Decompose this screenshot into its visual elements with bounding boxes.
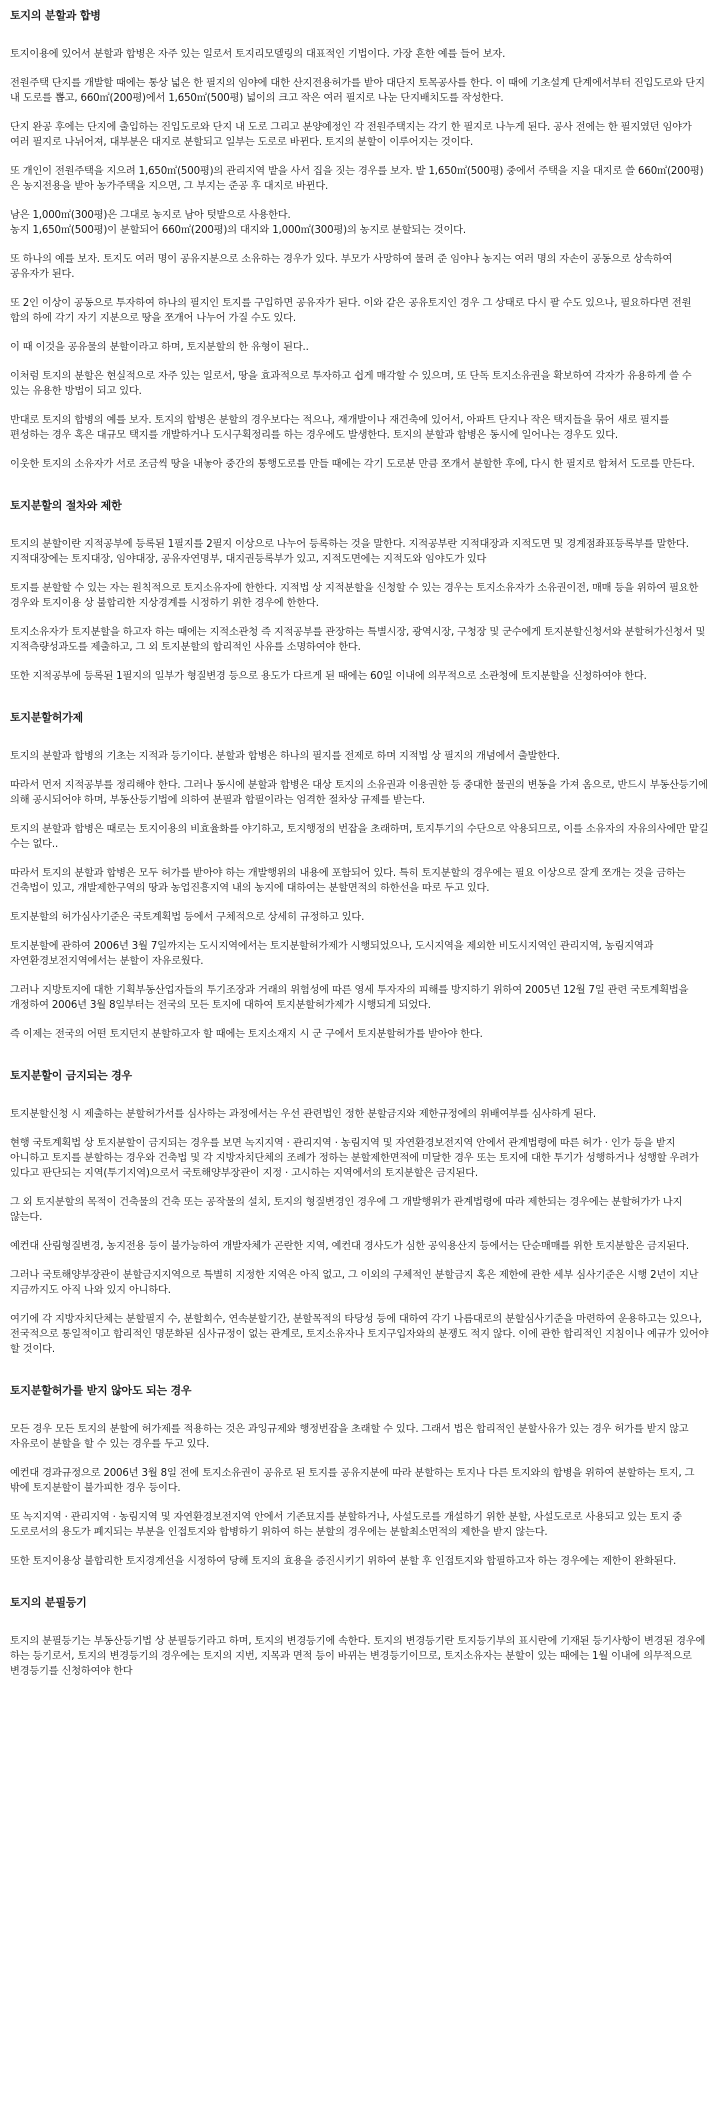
- paragraph: 토지의 분할과 합병의 기초는 지적과 등기이다. 분할과 합병은 하나의 필지를 전제로 하며 지적법 상 필지의 개념에서 출발한다.: [10, 751, 560, 762]
- section-subdivision-registration: [10, 1595, 710, 1679]
- paragraph: 이웃한 토지의 소유자가 서로 조금씩 땅을 내놓아 중간의 통행도로를 만들 때에는 각기 도로분 만큼 쪼개서 분할한 후에, 다시 한 필지로 합쳐서 도로를 만든다.: [10, 459, 695, 470]
- paragraph: 따라서 토지의 분할과 합병은 모두 허가를 받아야 하는 개발행위의 내용에 포함되어 있다. 특히 토지분할의 경우에는 필요 이상으로 잘게 쪼개는 것을 금하는 건축법이 있고, 개발제한구역의 땅과 농업진흥지역 내의 농지에 대하여는 분할면적의 하한선을 따로 두고 있다.: [10, 868, 686, 894]
- section-land-division-and-merger: [10, 8, 710, 472]
- paragraph: 예컨대 경과규정으로 2006년 3월 8일 전에 토지소유권이 공유로 된 토지를 공유지분에 따라 분할하는 토지나 다른 토지와의 합병을 위하여 분할하는 토지, 그 밖에 토지분할이 불가피한 경우 등이다.: [10, 1468, 695, 1494]
- section-division-permit-system: [10, 710, 710, 1042]
- section-permit-exempt: [10, 1383, 710, 1569]
- section-heading: 토지의 분필등기: [10, 1596, 87, 1609]
- paragraph: 그러나 국토해양부장관이 분할금지지역으로 특별히 지정한 지역은 아직 없고, 그 이외의 구체적인 분할금지 혹은 제한에 관한 세부 심사기준은 시행 2년이 지난 지금까지도 아직 나와 있지 아니하다.: [10, 1270, 699, 1296]
- paragraph: 토지분할에 관하여 2006년 3월 7일까지는 도시지역에서는 토지분할허가제가 시행되었으나, 도시지역을 제외한 비도시지역인 관리지역, 농림지역과 자연환경보전지역에서는 분할이 자유로웠다.: [10, 941, 654, 967]
- paragraph: 그 외 토지분할의 목적이 건축물의 건축 또는 공작물의 설치, 토지의 형질변경인 경우에 그 개발행위가 관계법령에 따라 제한되는 경우에는 분할허가가 나지 않는다.: [10, 1197, 683, 1223]
- paragraph: 즉 이제는 전국의 어떤 토지던지 분할하고자 할 때에는 토지소재지 시 군 구에서 토지분할허가를 받아야 한다.: [10, 1029, 483, 1040]
- paragraph: 또 녹지지역 · 관리지역 · 농림지역 및 자연환경보전지역 안에서 기존묘지를 분할하거나, 사설도로를 개설하기 위한 분할, 사설도로로 사용되고 있는 토지 중 도로로서의 용도가 폐지되는 부분을 인접토지와 합병하기 위하여 하는 분할의 경우에는 분할최소면적의 제한을 받지 않는다.: [10, 1512, 682, 1538]
- paragraph: 반대로 토지의 합병의 예를 보자. 토지의 합병은 분할의 경우보다는 적으나, 재개발이나 재건축에 있어서, 아파트 단지나 작은 택지들을 묶어 새로 필지를 편성하는 경우 혹은 대규모 택지를 개발하거나 도시구획정리를 하는 경우에도 발생한다. 토지의 분할과 합병은 동시에 일어나는 경우도 있다.: [10, 415, 670, 441]
- paragraph: 토지소유자가 토지분할을 하고자 하는 때에는 지적소관청 즉 지적공부를 관장하는 특별시장, 광역시장, 구청장 및 군수에게 토지분할신청서와 분할허가신청서 및 지적측량성과도를 제출하고, 그 외 토지분할의 합리적인 사유를 소명하여야 한다.: [10, 627, 706, 653]
- paragraph: 전원주택 단지를 개발할 때에는 통상 넓은 한 필지의 임야에 대한 산지전용허가를 받아 대단지 토목공사를 한다. 이 때에 기초설계 단계에서부터 진입도로와 단지 내 도로를 뽑고, 660㎡(200평)에서 1,650㎡(500평) 넓이의 크고 작은 여러 필지로 나눈 단지배치도를 작성한다.: [10, 78, 705, 104]
- section-heading: 토지분할허가를 받지 않아도 되는 경우: [10, 1384, 192, 1397]
- section-heading: 토지분할의 절차와 제한: [10, 499, 122, 512]
- paragraph: 현행 국토계획법 상 토지분할이 금지되는 경우를 보면 녹지지역 · 관리지역 · 농림지역 및 자연환경보전지역 안에서 관계법령에 따른 허가 · 인가 등을 받지 아니하고 토지를 분할하는 경우와 건축법 및 각 지방자치단체의 조례가 정하는 분할제한면적에 미달한 경우 또는 토지에 대한 투기가 성행하거나 성행할 우려가 있다고 판단되는 지역(투기지역)으로서 국토해양부장관이 지정 · 고시하는 지역에서의 토지분할은 금지된다.: [10, 1138, 699, 1179]
- section-heading: 토지의 분할과 합병: [10, 9, 101, 22]
- section-heading: 토지분할허가제: [10, 711, 83, 724]
- paragraph: 토지의 분필등기는 부동산등기법 상 분필등기라고 하며, 토지의 변경등기에 속한다. 토지의 변경등기란 토지등기부의 표시란에 기재된 등기사항이 변경된 경우에 하는 등기로서, 토지의 변경등기의 경우에는 토지의 지번, 지목과 면적 등이 바뀌는 변경등기이므로, 토지소유자는 분할이 있는 때에는 1월 이내에 의무적으로 변경등기를 신청하여야 한다: [10, 1636, 706, 1677]
- paragraph: 또 2인 이상이 공동으로 투자하여 하나의 필지인 토지를 구입하면 공유자가 된다. 이와 같은 공유토지인 경우 그 상태로 다시 팔 수도 있으나, 필요하다면 전원 합의 하에 각기 자기 지분으로 땅을 쪼개어 나누어 가질 수도 있다.: [10, 298, 692, 324]
- paragraph: 토지를 분할할 수 있는 자는 원칙적으로 토지소유자에 한한다. 지적법 상 지적분할을 신청할 수 있는 경우는 토지소유자가 소유권이전, 매매 등을 위하여 필요한 경우와 토지이용 상 불합리한 지상경계를 시정하기 위한 경우에 한한다.: [10, 583, 699, 609]
- paragraph: 단지 완공 후에는 단지에 출입하는 진입도로와 단지 내 도로 그리고 분양예정인 각 전원주택지는 각기 한 필지로 나누게 된다. 공사 전에는 한 필지였던 임야가 여러 필지로 나뉘어져, 대부분은 대지로 분할되고 일부는 도로로 바뀐다. 토지의 분할이 이루어지는 것이다.: [10, 122, 692, 148]
- paragraph: 또 개인이 전원주택을 지으려 1,650㎡(500평)의 관리지역 밭을 사서 집을 짓는 경우를 보자. 밭 1,650㎡(500평) 중에서 주택을 지을 대지로 쓸 660㎡(200평)은 농지전용을 받아 농가주택을 지으면, 그 부지는 준공 후 대지로 바뀐다.: [10, 166, 704, 192]
- paragraph: 이 때 이것을 공유물의 분할이라고 하며, 토지분할의 한 유형이 된다..: [10, 342, 309, 353]
- paragraph: 토지분할신청 시 제출하는 분할허가서를 심사하는 과정에서는 우선 관련법인 정한 분할금지와 제한규정에의 위배여부를 심사하게 된다.: [10, 1109, 596, 1120]
- paragraph: 또 하나의 예를 보자. 토지도 여러 명이 공유지분으로 소유하는 경우가 있다. 부모가 사망하여 물려 준 임야나 농지는 여러 명의 자손이 공동으로 상속하여 공유자가 된다.: [10, 254, 673, 280]
- paragraph: 토지의 분할이란 지적공부에 등록된 1필지를 2필지 이상으로 나누어 등록하는 것을 말한다. 지적공부란 지적대장과 지적도면 및 경계점좌표등록부를 말한다. 지적대장에는 토지대장, 임야대장, 공유자연명부, 대지권등록부가 있고, 지적도면에는 지적도와 임야도가 있다: [10, 539, 689, 565]
- paragraph: 남은 1,000㎡(300평)은 그대로 농지로 남아 텃밭으로 사용한다. 농지 1,650㎡(500평)이 분할되어 660㎡(200평)의 대지와 1,000㎡(300평)의 농지로 분할되는 것이다.: [10, 210, 466, 236]
- section-division-procedure: [10, 498, 710, 684]
- paragraph: 모든 경우 모든 토지의 분할에 허가제를 적용하는 것은 과잉규제와 행정번잡을 초래할 수 있다. 그래서 법은 합리적인 분할사유가 있는 경우 허가를 받지 않고 자유로이 분할을 할 수 있는 경우를 두고 있다.: [10, 1424, 689, 1450]
- paragraph: 또한 토지이용상 불합리한 토지경계선을 시정하여 당해 토지의 효용을 증진시키기 위하여 분할 후 인접토지와 합필하고자 하는 경우에는 제한이 완화된다.: [10, 1556, 677, 1567]
- paragraph: 그러나 지방토지에 대한 기획부동산업자들의 투기조장과 거래의 위험성에 따른 영세 투자자의 피해를 방지하기 위하여 2005년 12월 7일 관련 국토계획법을 개정하여 2006년 3월 8일부터는 전국의 모든 토지에 대하여 토지분할허가제가 시행되게 되었다.: [10, 985, 689, 1011]
- paragraph: 토지분할의 허가심사기준은 국토계획법 등에서 구체적으로 상세히 규정하고 있다.: [10, 912, 365, 923]
- paragraph: 토지의 분할과 합병은 때로는 토지이용의 비효율화를 야기하고, 토지행정의 번잡을 초래하며, 토지투기의 수단으로 악용되므로, 이를 소유자의 자유의사에만 맡길 수는 없다..: [10, 824, 709, 850]
- paragraph: 예컨대 산림형질변경, 농지전용 등이 불가능하여 개발자체가 곤란한 지역, 예컨대 경사도가 심한 공익용산지 등에서는 단순매매를 위한 토지분할은 금지된다.: [10, 1241, 689, 1252]
- paragraph: 또한 지적공부에 등록된 1필지의 일부가 형질변경 등으로 용도가 다르게 된 때에는 60일 이내에 의무적으로 소관청에 토지분할을 신청하여야 한다.: [10, 671, 647, 682]
- section-heading: 토지분할이 금지되는 경우: [10, 1069, 132, 1082]
- paragraph: 이처럼 토지의 분할은 현실적으로 자주 있는 일로서, 땅을 효과적으로 투자하고 쉽게 매각할 수 있으며, 또 단독 토지소유권을 확보하여 각자가 유용하게 쓸 수 있는 유용한 방법이 되고 있다.: [10, 371, 692, 397]
- paragraph: 토지이용에 있어서 분할과 합병은 자주 있는 일로서 토지리모델링의 대표적인 기법이다. 가장 흔한 예를 들어 보자.: [10, 49, 506, 60]
- paragraph: 여기에 각 지방자치단체는 분할필지 수, 분할회수, 연속분할기간, 분할목적의 타당성 등에 대하여 각기 나름대로의 분할심사기준을 마련하여 운용하고는 있으나, 전국적으로 통일적이고 합리적인 명문화된 심사규정이 없는 관계로, 토지소유자나 토지구입자와의 분쟁도 적지 않다. 이에 관한 합리적인 지침이나 예규가 있어야 할 것이다.: [10, 1314, 709, 1355]
- section-division-prohibited: [10, 1068, 710, 1357]
- paragraph: 따라서 먼저 지적공부를 정리해야 한다. 그러나 동시에 분할과 합병은 대상 토지의 소유권과 이용권한 등 중대한 물권의 변동을 가져 옴으로, 반드시 부동산등기에 의해 공시되어야 하며, 부동산등기법에 의하여 분필과 합필이라는 엄격한 절차상 규제를 받는다.: [10, 780, 708, 806]
